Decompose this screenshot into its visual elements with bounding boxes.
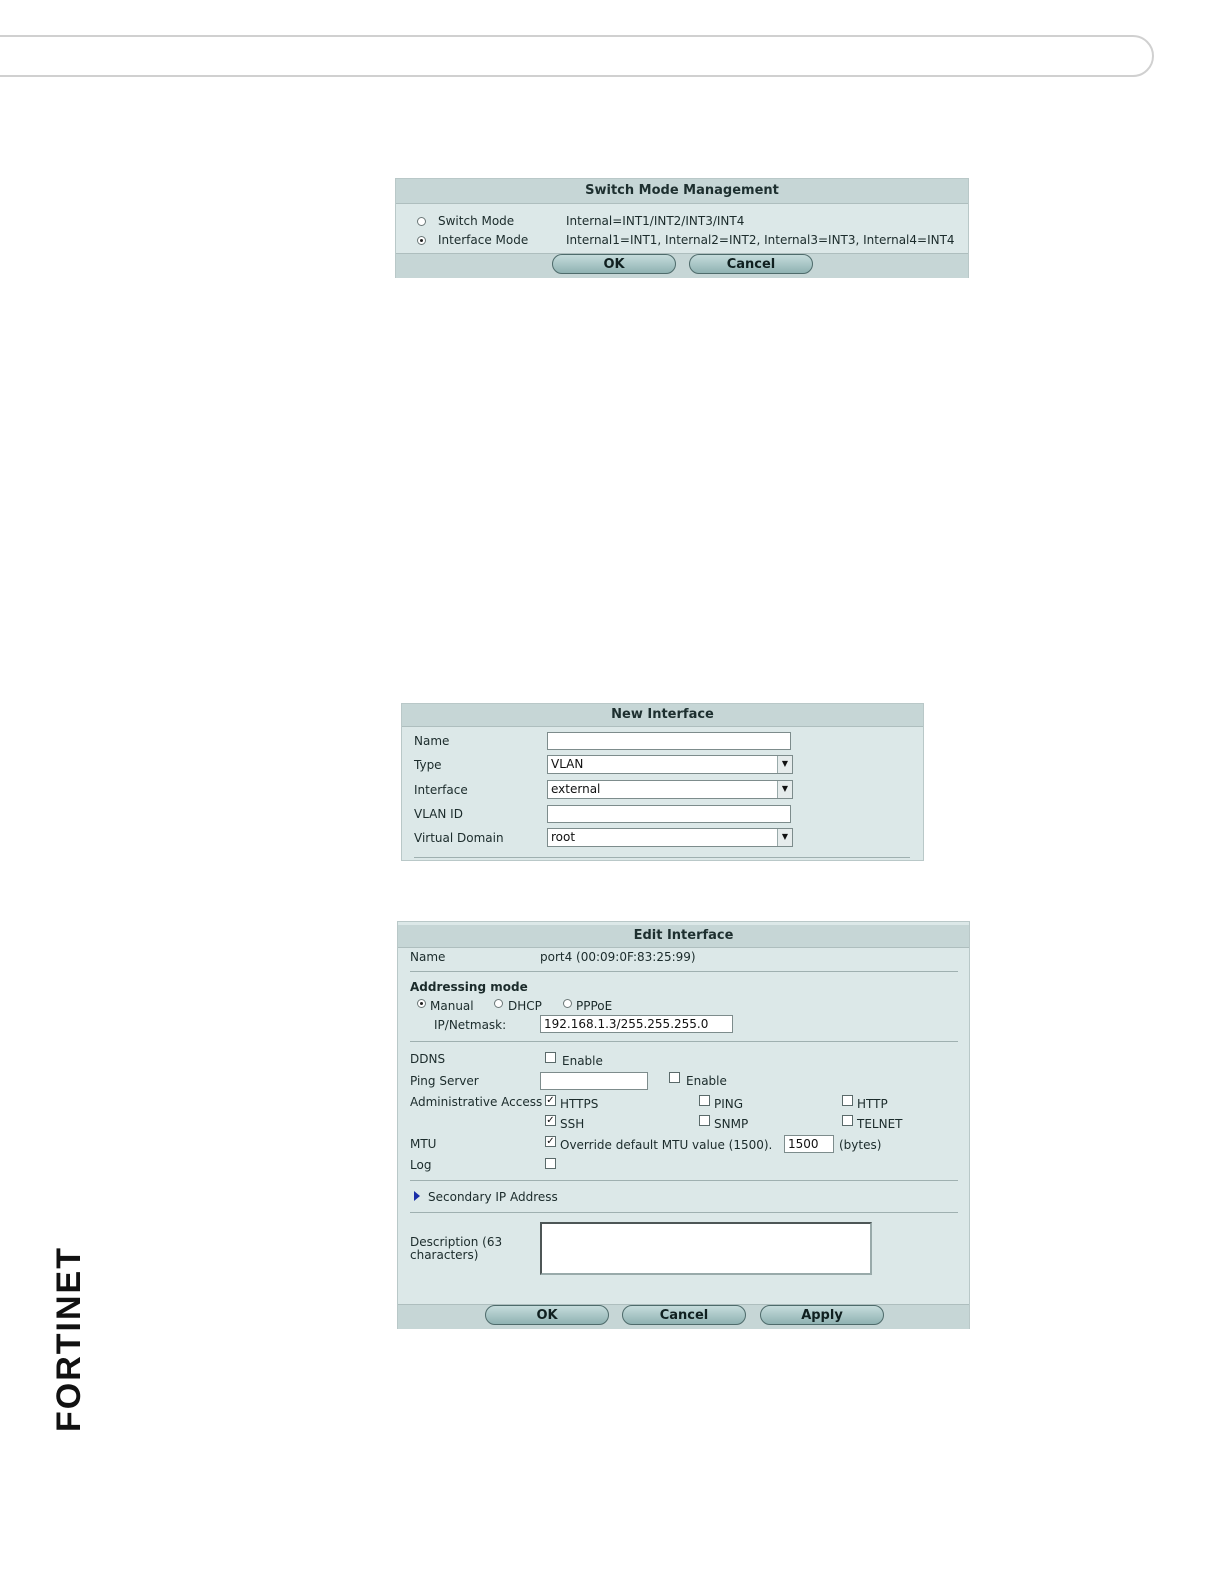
divider [410, 1212, 958, 1213]
interface-mode-radio[interactable] [417, 236, 426, 245]
mtu-override-label: Override default MTU value (1500). [560, 1138, 773, 1152]
ddns-checkbox[interactable] [545, 1052, 556, 1063]
telnet-label: TELNET [857, 1117, 903, 1131]
interface-select[interactable] [547, 780, 793, 799]
log-checkbox[interactable] [545, 1158, 556, 1169]
http-checkbox[interactable] [842, 1095, 853, 1106]
dhcp-radio[interactable] [494, 999, 503, 1008]
new-interface-title: New Interface [402, 704, 923, 727]
edit-interface-panel [397, 921, 970, 1329]
log-label: Log [410, 1158, 432, 1172]
switch-mode-title: Switch Mode Management [396, 179, 968, 204]
snmp-checkbox[interactable] [699, 1115, 710, 1126]
interface-label: Interface [414, 783, 468, 797]
name-value: port4 (00:09:0F:83:25:99) [540, 950, 696, 964]
virtual-domain-select[interactable] [547, 828, 793, 847]
ping-server-checkbox[interactable] [669, 1072, 680, 1083]
divider [410, 1041, 958, 1042]
interface-select-value: external [551, 782, 601, 796]
mtu-unit: (bytes) [839, 1138, 882, 1152]
edit-interface-title: Edit Interface [398, 925, 969, 948]
description-label-line1: Description (63 [410, 1235, 503, 1249]
mtu-label: MTU [410, 1137, 437, 1151]
chevron-down-icon[interactable]: ▼ [777, 781, 792, 798]
cancel-button[interactable]: Cancel [622, 1305, 746, 1325]
description-textarea[interactable] [540, 1222, 872, 1275]
name-label: Name [410, 950, 446, 964]
ip-netmask-input[interactable]: 192.168.1.3/255.255.255.0 [540, 1015, 733, 1033]
switch-mode-desc: Internal=INT1/INT2/INT3/INT4 [566, 214, 745, 228]
vlan-id-label: VLAN ID [414, 807, 463, 821]
switch-mode-button-bar [396, 253, 968, 278]
expand-arrow-icon[interactable] [414, 1191, 420, 1201]
dhcp-label: DHCP [508, 999, 542, 1013]
divider [410, 971, 958, 972]
ddns-label: DDNS [410, 1052, 446, 1066]
manual-radio[interactable] [417, 999, 426, 1008]
http-label: HTTP [857, 1097, 888, 1111]
snmp-label: SNMP [714, 1117, 749, 1131]
ssh-label: SSH [560, 1117, 585, 1131]
https-checkbox[interactable]: ✓ [546, 1095, 555, 1106]
cancel-button[interactable]: Cancel [689, 254, 813, 274]
https-label: HTTPS [560, 1097, 599, 1111]
virtual-domain-label: Virtual Domain [414, 831, 504, 845]
ping-checkbox[interactable] [699, 1095, 710, 1106]
addressing-mode-heading: Addressing mode [410, 980, 528, 994]
name-input[interactable] [547, 732, 791, 750]
ok-button[interactable]: OK [552, 254, 676, 274]
chevron-down-icon[interactable]: ▼ [777, 829, 792, 846]
virtual-domain-value: root [551, 830, 576, 844]
ok-button[interactable]: OK [485, 1305, 609, 1325]
switch-mode-radio[interactable] [417, 217, 426, 226]
ping-server-label: Ping Server [410, 1074, 479, 1088]
apply-button[interactable]: Apply [760, 1305, 884, 1325]
administrative-access-label: Administrative Access [410, 1095, 543, 1109]
switch-mode-panel [395, 178, 969, 278]
fortinet-logo-text: FORTINET [50, 1246, 88, 1432]
ip-netmask-label: IP/Netmask: [434, 1018, 507, 1032]
vlan-id-input[interactable] [547, 805, 791, 823]
type-select-value: VLAN [551, 757, 584, 771]
ddns-enable-label: Enable [562, 1054, 603, 1068]
pppoe-radio[interactable] [563, 999, 572, 1008]
type-label: Type [414, 758, 442, 772]
divider [414, 857, 910, 858]
type-select[interactable] [547, 755, 793, 774]
ping-label: PING [714, 1097, 744, 1111]
telnet-checkbox[interactable] [842, 1115, 853, 1126]
secondary-ip-link[interactable]: Secondary IP Address [428, 1190, 558, 1204]
ssh-checkbox[interactable]: ✓ [546, 1115, 555, 1126]
description-label-line2: characters) [410, 1248, 479, 1262]
manual-label: Manual [430, 999, 474, 1013]
divider [410, 1180, 958, 1181]
name-label: Name [414, 734, 450, 748]
new-interface-panel [401, 703, 924, 861]
switch-mode-label: Switch Mode [438, 214, 515, 228]
pppoe-label: PPPoE [576, 999, 613, 1013]
ping-server-enable-label: Enable [686, 1074, 727, 1088]
mtu-override-checkbox[interactable]: ✓ [546, 1136, 555, 1147]
interface-mode-desc: Internal1=INT1, Internal2=INT2, Internal3=INT3, Internal4=INT4 [566, 233, 955, 247]
mtu-input[interactable]: 1500 [784, 1135, 834, 1153]
page-header-bar [0, 35, 1154, 77]
fortinet-logo [44, 1194, 92, 1434]
interface-mode-label: Interface Mode [438, 233, 529, 247]
ping-server-input[interactable] [540, 1072, 648, 1090]
chevron-down-icon[interactable]: ▼ [777, 756, 792, 773]
